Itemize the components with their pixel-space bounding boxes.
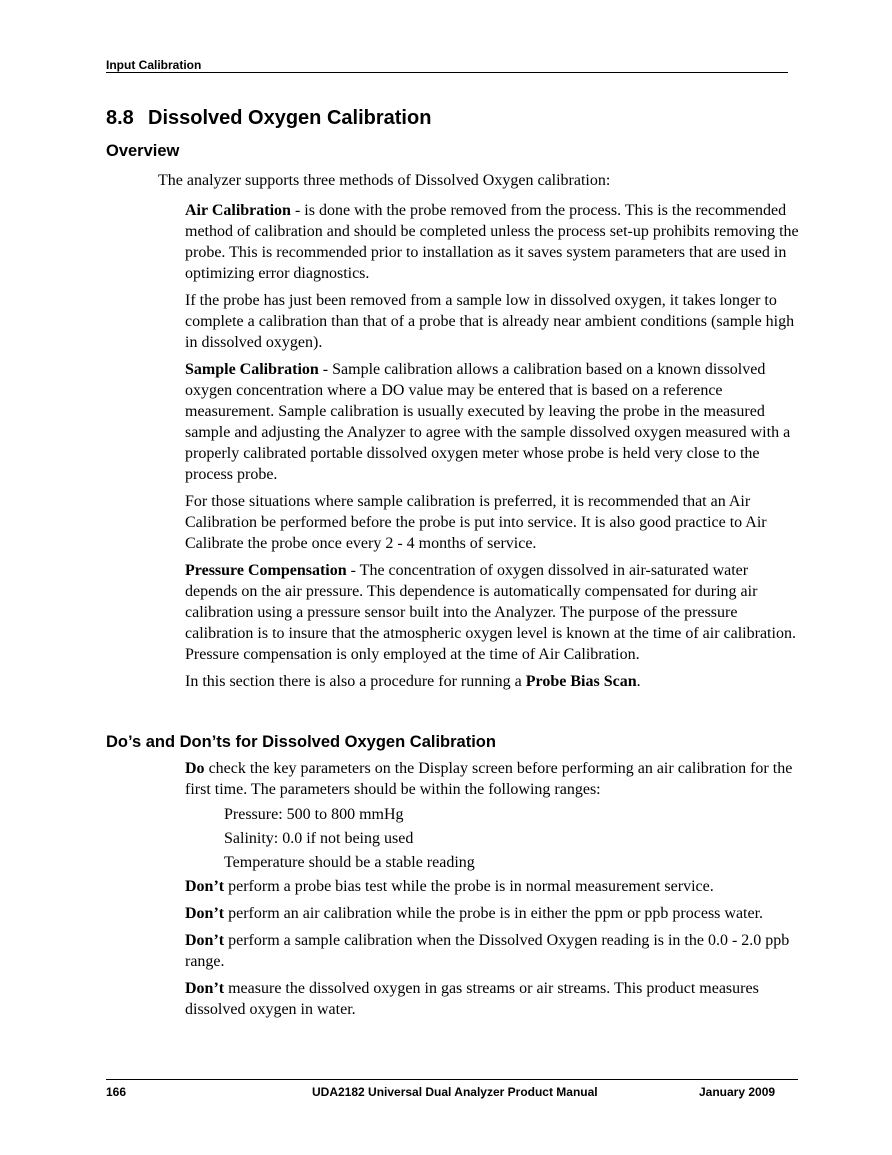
dont-term: Don’t [185,878,225,895]
air-calibration-term: Air Calibration [185,202,291,219]
sample-calibration-term: Sample Calibration [185,361,319,378]
section-title-text: Dissolved Oxygen Calibration [148,107,432,129]
dont-paragraph [185,903,800,924]
section-number: 8.8 [106,107,134,129]
do-text: check the key parameters on the Display screen before performing an air calibration for the first time. The parameters should be within the following ranges: [185,760,793,798]
probe-bias-prefix: In this section there is also a procedure for running a [185,673,526,690]
list-item: Salinity: 0.0 if not being used [224,830,414,847]
air-calibration-note: If the probe has just been removed from a sample low in dissolved oxygen, it takes longer to complete a calibration than that of a probe that is already near ambient conditions (sample high in dissolved oxygen). [185,292,795,351]
running-header [106,58,788,73]
dont-term: Don’t [185,905,225,922]
dont-text: perform a sample calibration when the Dissolved Oxygen reading is in the 0.0 - 2.0 ppb range. [185,932,790,970]
sample-calibration-text: - Sample calibration allows a calibration based on a known dissolved oxygen concentration where a DO value may be entered that is based on a reference measurement. Sample calibration is usually executed by leaving the probe in the measured sample and adjusting the Analyzer to agree with the sample dissolved oxygen measured with a properly calibrated portable dissolved oxygen meter whose probe is held very close to the process probe. [185,361,791,483]
probe-bias-scan-paragraph [185,671,800,692]
do-term: Do [185,760,205,777]
dont-text: measure the dissolved oxygen in gas streams or air streams. This product measures dissolved oxygen in water. [185,980,759,1018]
dont-term: Don’t [185,932,225,949]
publication-date: January 2009 [699,1085,776,1099]
probe-bias-scan-term: Probe Bias Scan [525,673,637,690]
air-calibration-paragraph [185,200,800,284]
pressure-compensation-term: Pressure Compensation [185,562,347,579]
sample-calibration-note: For those situations where sample calibration is preferred, it is recommended that an Air Calibration be performed before the probe is put into service. It is also good practice to Air Calibrate the probe once every 2 - 4 months of service. [185,493,767,552]
list-item: Pressure: 500 to 800 mmHg [224,806,404,823]
overview-intro: The analyzer supports three methods of Dissolved Oxygen calibration: [158,172,611,189]
section-title [106,105,431,131]
air-calibration-text: - is done with the probe removed from the process. This is the recommended method of calibration and should be completed unless the process set-up prohibits removing the probe. This is recommended prior to installation as it saves system parameters that are used in optimizing error diagnostics. [185,202,799,282]
dont-text: perform a probe bias test while the probe is in normal measurement service. [224,878,714,895]
probe-bias-suffix: . [636,673,641,690]
list-item: Temperature should be a stable reading [224,854,475,871]
dont-paragraph [185,930,800,972]
pressure-compensation-text: - The concentration of oxygen dissolved in air-saturated water depends on the air pressure. This dependence is automatically compensated for during air calibration using a pressure sensor built into the Analyzer. The purpose of the pressure calibration is to insure that the atmospheric oxygen level is known at the time of air calibration. Pressure compensation is only employed at the time of Air Calibration. [185,562,796,663]
dos-donts-heading: Do’s and Don’ts for Dissolved Oxygen Calibration [106,733,496,751]
dos-donts-body [185,758,800,1026]
dont-paragraph [185,876,800,897]
running-header-title: Input Calibration [106,58,202,72]
sample-calibration-paragraph [185,359,800,485]
dont-term: Don’t [185,980,225,997]
overview-body [185,200,800,698]
running-footer [106,1079,798,1099]
dont-text: perform an air calibration while the probe is in either the ppm or ppb process water. [224,905,764,922]
pressure-compensation-paragraph [185,560,800,665]
page-number: 166 [106,1085,127,1099]
manual-title: UDA2182 Universal Dual Analyzer Product Manual [312,1085,598,1099]
dont-paragraph [185,978,800,1020]
do-paragraph [185,758,800,800]
parameter-range-list [185,804,800,873]
overview-heading: Overview [106,142,180,160]
